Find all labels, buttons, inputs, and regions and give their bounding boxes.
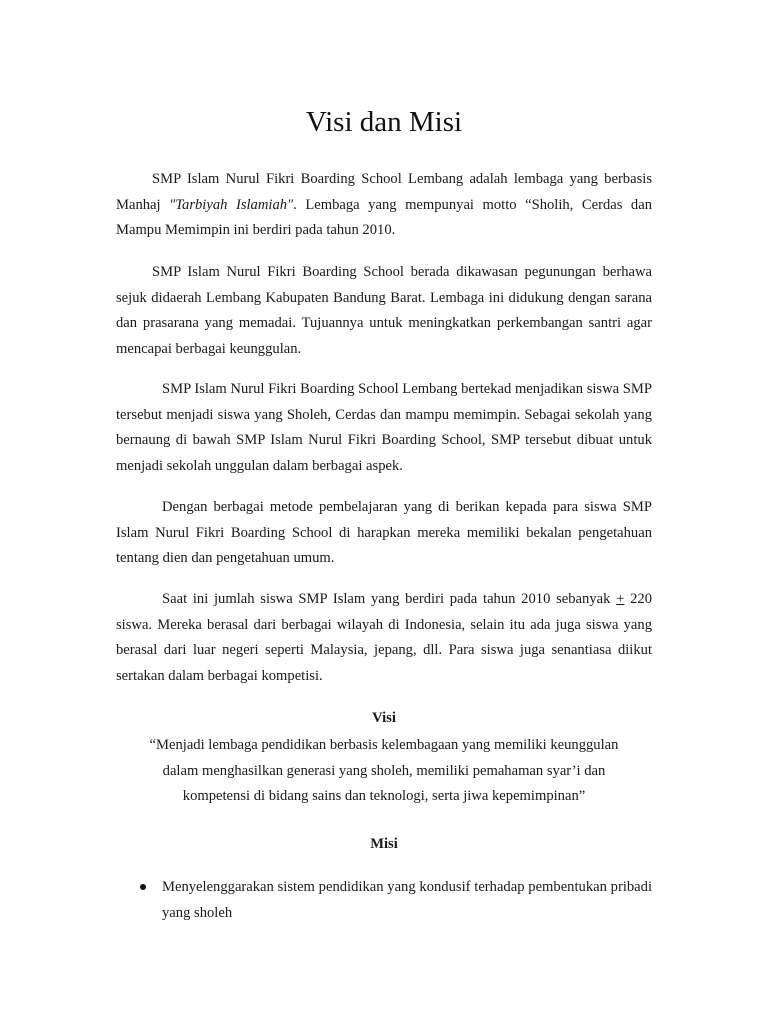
visi-line: “Menjadi lembaga pendidikan berbasis kelembagaan yang memiliki keunggulan (149, 737, 619, 753)
bullet-icon (140, 884, 146, 890)
paragraph-students (116, 587, 652, 689)
misi-heading: Misi (370, 836, 398, 852)
visi-line: dalam menghasilkan generasi yang sholeh, memiliki pemahaman syar’i dan (162, 762, 606, 779)
paragraph-intro-text-a: SMP Islam Nurul Fikri Boarding School Lembang adalah lembaga yang berbasis Manhaj (116, 171, 652, 213)
visi-statement (116, 733, 652, 810)
approx-symbol: + (616, 591, 625, 607)
visi-line: kompetensi di bidang sains dan teknologi, serta jiwa kepemimpinan” (182, 788, 586, 804)
paragraph-commitment: SMP Islam Nurul Fikri Boarding School Lembang bertekad menjadikan siswa SMP tersebut menjadi siswa yang Sholeh, Cerdas dan mampu memimpin. Sebagai sekolah yang bernaung di bawah SMP Islam Nurul Fikri Boarding School, SMP tersebut dibuat untuk menjadi sekolah unggulan dalam berbagai aspek. (116, 381, 652, 474)
paragraph-intro (116, 167, 652, 244)
paragraph-intro-text-b: . Lembaga yang mempunyai motto “Sholih, Cerdas dan Mampu Memimpin ini berdiri pada tahun 2010. (116, 196, 652, 238)
paragraph-methods: Dengan berbagai metode pembelajaran yang di berikan kepada para siswa SMP Islam Nurul Fikri Boarding School di harapkan mereka memiliki bekalan pengetahuan tentang dien dan pengetahuan umum. (116, 499, 652, 566)
visi-heading: Visi (372, 710, 396, 726)
misi-list (116, 875, 652, 926)
paragraph-students-text-a: Saat ini jumlah siswa SMP Islam yang berdiri pada tahun 2010 sebanyak (162, 591, 617, 607)
paragraph-students-text-b: 220 siswa. Mereka berasal dari berbagai wilayah di Indonesia, selain itu ada juga siswa yang berasal dari luar negeri seperti Malaysia, jepang, dll. Para siswa juga senantiasa diikut sertakan dalam berbagai kompetisi. (116, 591, 653, 684)
page-title: Visi dan Misi (305, 106, 463, 138)
misi-item-text: Menyelenggarakan sistem pendidikan yang kondusif terhadap pembentukan pribadi yang sholeh (162, 879, 652, 921)
misi-item (116, 875, 652, 926)
paragraph-intro-emphasis: "Tarbiyah Islamiah" (169, 196, 294, 213)
paragraph-location: SMP Islam Nurul Fikri Boarding School berada dikawasan pegunungan berhawa sejuk didaerah Lembang Kabupaten Bandung Barat. Lembaga ini didukung dengan sarana dan prasarana yang memadai. Tujuannya untuk meningkatkan perkembangan santri agar mencapai berbagai keunggulan. (116, 264, 652, 357)
